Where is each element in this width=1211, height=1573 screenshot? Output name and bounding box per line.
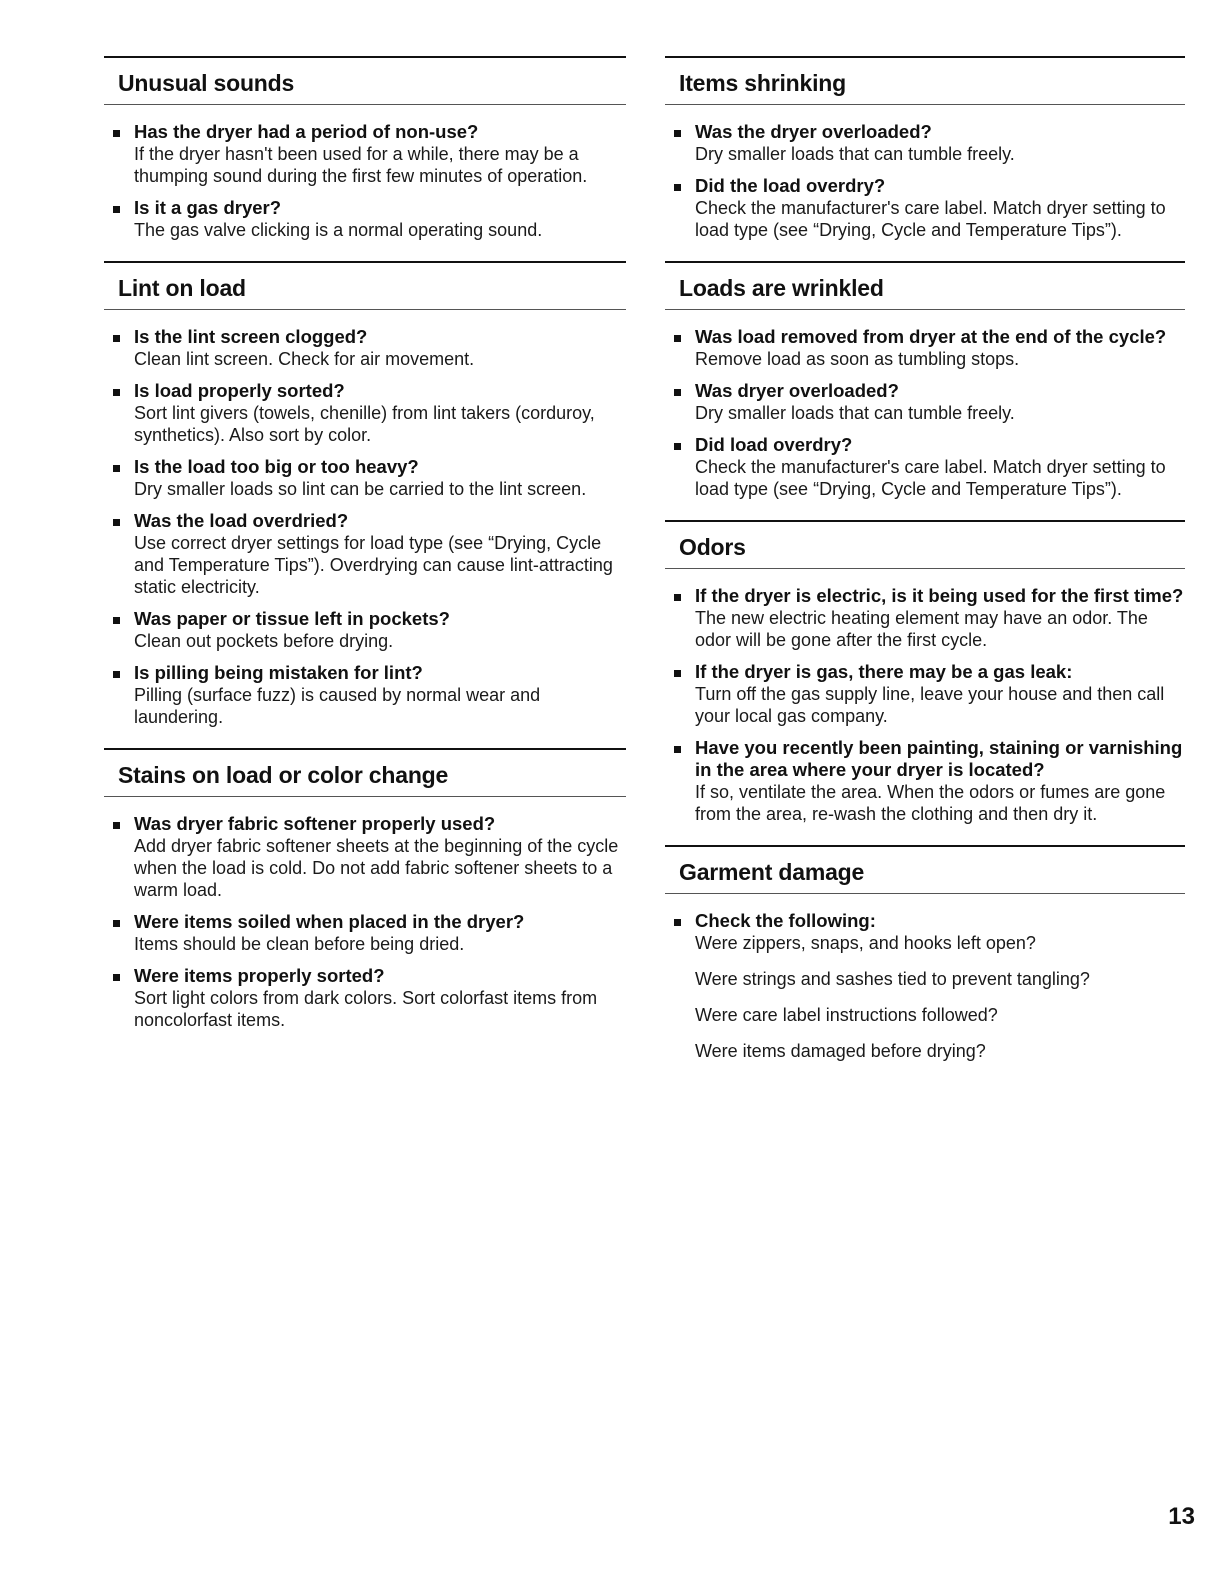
question: Is the lint screen clogged?	[134, 326, 368, 347]
answer: Clean lint screen. Check for air movement.	[134, 349, 475, 369]
question: Is load properly sorted?	[134, 380, 345, 401]
answer: Check the manufacturer's care label. Match dryer setting to load type (see “Drying, Cycle and Temperature Tips”).	[695, 198, 1166, 240]
question: Has the dryer had a period of non-use?	[134, 121, 479, 142]
question: Check the following:	[695, 910, 876, 931]
answer: Sort light colors from dark colors. Sort colorfast items from noncolorfast items.	[134, 988, 598, 1030]
section-stains-on-load	[104, 748, 626, 1031]
question: Did the load overdry?	[695, 175, 886, 196]
list-item	[104, 380, 626, 446]
bullet-icon	[674, 443, 681, 450]
question: Did load overdry?	[695, 434, 853, 455]
section-unusual-sounds	[104, 56, 626, 241]
answer: Items should be clean before being dried.	[134, 934, 465, 954]
section-header	[665, 845, 1185, 894]
question: Was the dryer overloaded?	[695, 121, 932, 142]
section-title: Garment damage	[679, 859, 865, 885]
answer: Check the manufacturer's care label. Match dryer setting to load type (see “Drying, Cycle and Temperature Tips”).	[695, 457, 1166, 499]
answer: Clean out pockets before drying.	[134, 631, 394, 651]
bullet-icon	[113, 822, 120, 829]
list-item	[665, 380, 1185, 424]
section-header	[665, 56, 1185, 105]
answer: Pilling (surface fuzz) is caused by normal wear and laundering.	[134, 685, 541, 727]
question: Is the load too big or too heavy?	[134, 456, 419, 477]
answer: Turn off the gas supply line, leave your house and then call your local gas company.	[695, 684, 1165, 726]
question: If the dryer is electric, is it being used for the first time?	[695, 585, 1184, 606]
right-column	[665, 56, 1185, 1072]
section-header	[104, 56, 626, 105]
list-item	[104, 608, 626, 652]
bullet-icon	[113, 389, 120, 396]
question: Was load removed from dryer at the end of the cycle?	[695, 326, 1167, 347]
list-item	[104, 911, 626, 955]
answer: Dry smaller loads so lint can be carried to the lint screen.	[134, 479, 587, 499]
bullet-icon	[674, 389, 681, 396]
answer: Sort lint givers (towels, chenille) from lint takers (corduroy, synthetics). Also sort by color.	[134, 403, 595, 445]
bullet-icon	[674, 670, 681, 677]
bullet-icon	[113, 671, 120, 678]
bullet-icon	[113, 617, 120, 624]
question: Have you recently been painting, staining or varnishing in the area where your dryer is located?	[695, 737, 1183, 780]
section-title: Unusual sounds	[118, 70, 295, 96]
list-item	[665, 737, 1185, 825]
left-column	[104, 56, 626, 1041]
bullet-icon	[674, 130, 681, 137]
answer: If the dryer hasn't been used for a while, there may be a thumping sound during the first few minutes of operation.	[134, 144, 588, 186]
section-header	[104, 748, 626, 797]
list-item	[665, 175, 1185, 241]
section-title: Stains on load or color change	[118, 762, 449, 788]
list-item	[665, 661, 1185, 727]
answer: Dry smaller loads that can tumble freely.	[695, 403, 1015, 423]
section-header	[104, 261, 626, 310]
section-header	[665, 261, 1185, 310]
bullet-icon	[113, 465, 120, 472]
question: Was paper or tissue left in pockets?	[134, 608, 450, 629]
list-item	[104, 456, 626, 500]
list-item	[104, 510, 626, 598]
check-line: Were items damaged before drying?	[695, 1041, 986, 1061]
check-line: Were strings and sashes tied to prevent tangling?	[695, 969, 1090, 989]
section-loads-wrinkled	[665, 261, 1185, 500]
list-item	[104, 965, 626, 1031]
list-item	[665, 326, 1185, 370]
question: Is pilling being mistaken for lint?	[134, 662, 423, 683]
list-item	[665, 434, 1185, 500]
bullet-icon	[113, 519, 120, 526]
list-item	[104, 121, 626, 187]
list-item	[665, 585, 1185, 651]
list-item	[104, 326, 626, 370]
bullet-icon	[674, 184, 681, 191]
section-items-shrinking	[665, 56, 1185, 241]
question: Were items properly sorted?	[134, 965, 385, 986]
section-header	[665, 520, 1185, 569]
list-item	[104, 662, 626, 728]
question: Is it a gas dryer?	[134, 197, 282, 218]
answer: If so, ventilate the area. When the odors or fumes are gone from the area, re-wash the clothing and then dry it.	[695, 782, 1166, 824]
answer: Use correct dryer settings for load type (see “Drying, Cycle and Temperature Tips”). Overdrying can cause lint-attracting static electricity.	[134, 533, 613, 597]
section-title: Lint on load	[118, 275, 246, 301]
section-odors	[665, 520, 1185, 825]
question: Was dryer overloaded?	[695, 380, 899, 401]
page-number: 13	[1168, 1503, 1195, 1530]
check-line: Were care label instructions followed?	[695, 1005, 998, 1025]
list-item	[665, 910, 1185, 1062]
list-item	[665, 121, 1185, 165]
answer: The gas valve clicking is a normal operating sound.	[134, 220, 543, 240]
section-title: Items shrinking	[679, 70, 846, 96]
bullet-icon	[113, 335, 120, 342]
question: If the dryer is gas, there may be a gas leak:	[695, 661, 1073, 682]
bullet-icon	[113, 206, 120, 213]
bullet-icon	[113, 974, 120, 981]
bullet-icon	[113, 920, 120, 927]
check-line: Were zippers, snaps, and hooks left open?	[695, 933, 1036, 953]
section-title: Loads are wrinkled	[679, 275, 884, 301]
bullet-icon	[113, 130, 120, 137]
list-item	[104, 197, 626, 241]
question: Were items soiled when placed in the dryer?	[134, 911, 525, 932]
question: Was the load overdried?	[134, 510, 349, 531]
bullet-icon	[674, 594, 681, 601]
bullet-icon	[674, 335, 681, 342]
answer: Add dryer fabric softener sheets at the beginning of the cycle when the load is cold. Do not add fabric softener sheets to a warm load.	[134, 836, 619, 900]
question: Was dryer fabric softener properly used?	[134, 813, 496, 834]
section-title: Odors	[679, 534, 746, 560]
answer: Remove load as soon as tumbling stops.	[695, 349, 1020, 369]
section-garment-damage	[665, 845, 1185, 1062]
answer: The new electric heating element may have an odor. The odor will be gone after the first cycle.	[695, 608, 1148, 650]
list-item	[104, 813, 626, 901]
section-lint-on-load	[104, 261, 626, 728]
bullet-icon	[674, 919, 681, 926]
bullet-icon	[674, 746, 681, 753]
answer: Dry smaller loads that can tumble freely.	[695, 144, 1015, 164]
